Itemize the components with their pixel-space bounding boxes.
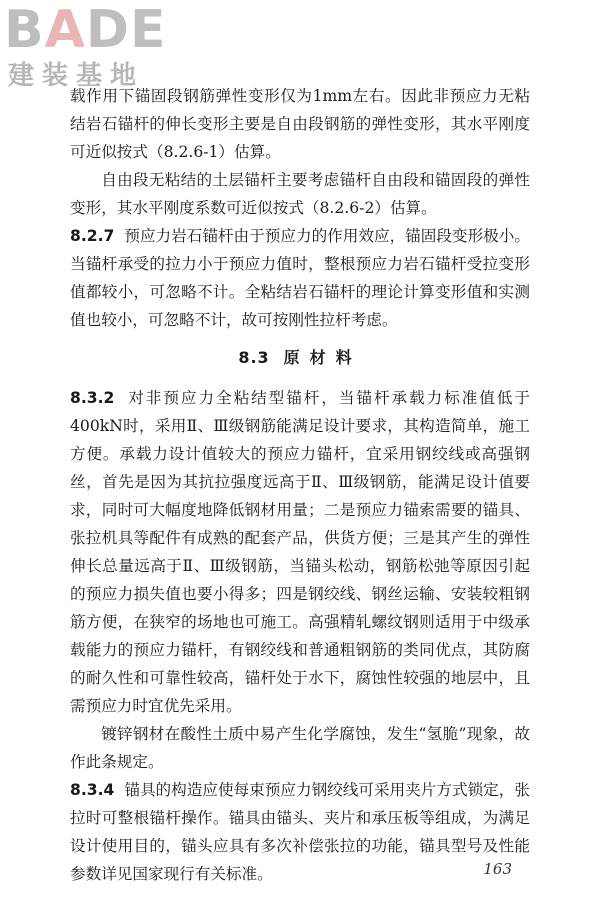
- clause-number: 8.3.4: [70, 781, 115, 799]
- body-text: [70, 82, 530, 888]
- section-title: 原材料: [283, 348, 362, 367]
- clause-text: 锚具的构造应使每束预应力钢绞线可采用夹片方式锁定，张拉时可整根锚杆操作。锚具由锚头、夹片和承压板等组成，为满足设计使用目的，锚头应具有多次补偿张拉的功能，锚具型号及性能参数详见国家现行有关标准。: [70, 781, 530, 883]
- clause-text: 预应力岩石锚杆由于预应力的作用效应，锚固段变形极小。当锚杆承受的拉力小于预应力值时，整根预应力岩石锚杆受拉变形值都较小，可忽略不计。全粘结岩石锚杆的理论计算变形值和实测值也较小，可忽略不计，故可按刚性拉杆考虑。: [70, 227, 530, 329]
- clause-number: 8.2.7: [70, 227, 115, 245]
- clause-8-3-4: [70, 776, 530, 888]
- clause-text: 对非预应力全粘结型锚杆，当锚杆承载力标准值低于400kN时，采用Ⅱ、Ⅲ级钢筋能满足设计要求，其构造简单，施工方便。承载力设计值较大的预应力锚杆，宜采用钢绞线或高强钢丝，首先是因为其抗拉强度远高于Ⅱ、Ⅲ级钢筋，能满足设计值要求，同时可大幅度地降低钢材用量；二是预应力锚索需要的锚具、张拉机具等配件有成熟的配套产品，供货方便；三是其产生的弹性伸长总量远高于Ⅱ、Ⅲ级钢筋，当锚头松动，钢筋松弛等原因引起的预应力损失值也要小得多；四是钢绞线、钢丝运输、安装较粗钢筋方便，在狭窄的场地也可施工。高强精轧螺纹钢则适用于中级承载能力的预应力锚杆，有钢绞线和普通粗钢筋的类同优点，其防腐的耐久性和可靠性较高，锚杆处于水下，腐蚀性较强的地层中，且需预应力时宜优先采用。: [70, 389, 530, 715]
- clause-8-3-2: [70, 384, 530, 720]
- paragraph-zinc: 镀锌钢材在酸性土质中易产生化学腐蚀，发生“氢脆”现象，故作此条规定。: [70, 725, 530, 771]
- clause-8-2-7: [70, 222, 530, 334]
- logo-subtitle: 建装基地: [8, 61, 145, 91]
- page-number: 163: [483, 860, 512, 878]
- clause-number: 8.3.2: [70, 389, 115, 407]
- section-heading: [70, 344, 530, 372]
- paragraph-soil-anchor: 自由段无粘结的土层锚杆主要考虑锚杆自由段和锚固段的弹性变形，其水平刚度系数可近似按式（8.2.6-2）估算。: [70, 171, 530, 217]
- paragraph-continuation: 载作用下锚固段钢筋弹性变形仅为1mm左右。因此非预应力无粘结岩石锚杆的伸长变形主要是自由段钢筋的弹性变形，其水平刚度可近似按式（8.2.6-1）估算。: [70, 87, 530, 161]
- section-number: 8.3: [238, 348, 270, 367]
- logo-brand: BADE: [4, 0, 167, 60]
